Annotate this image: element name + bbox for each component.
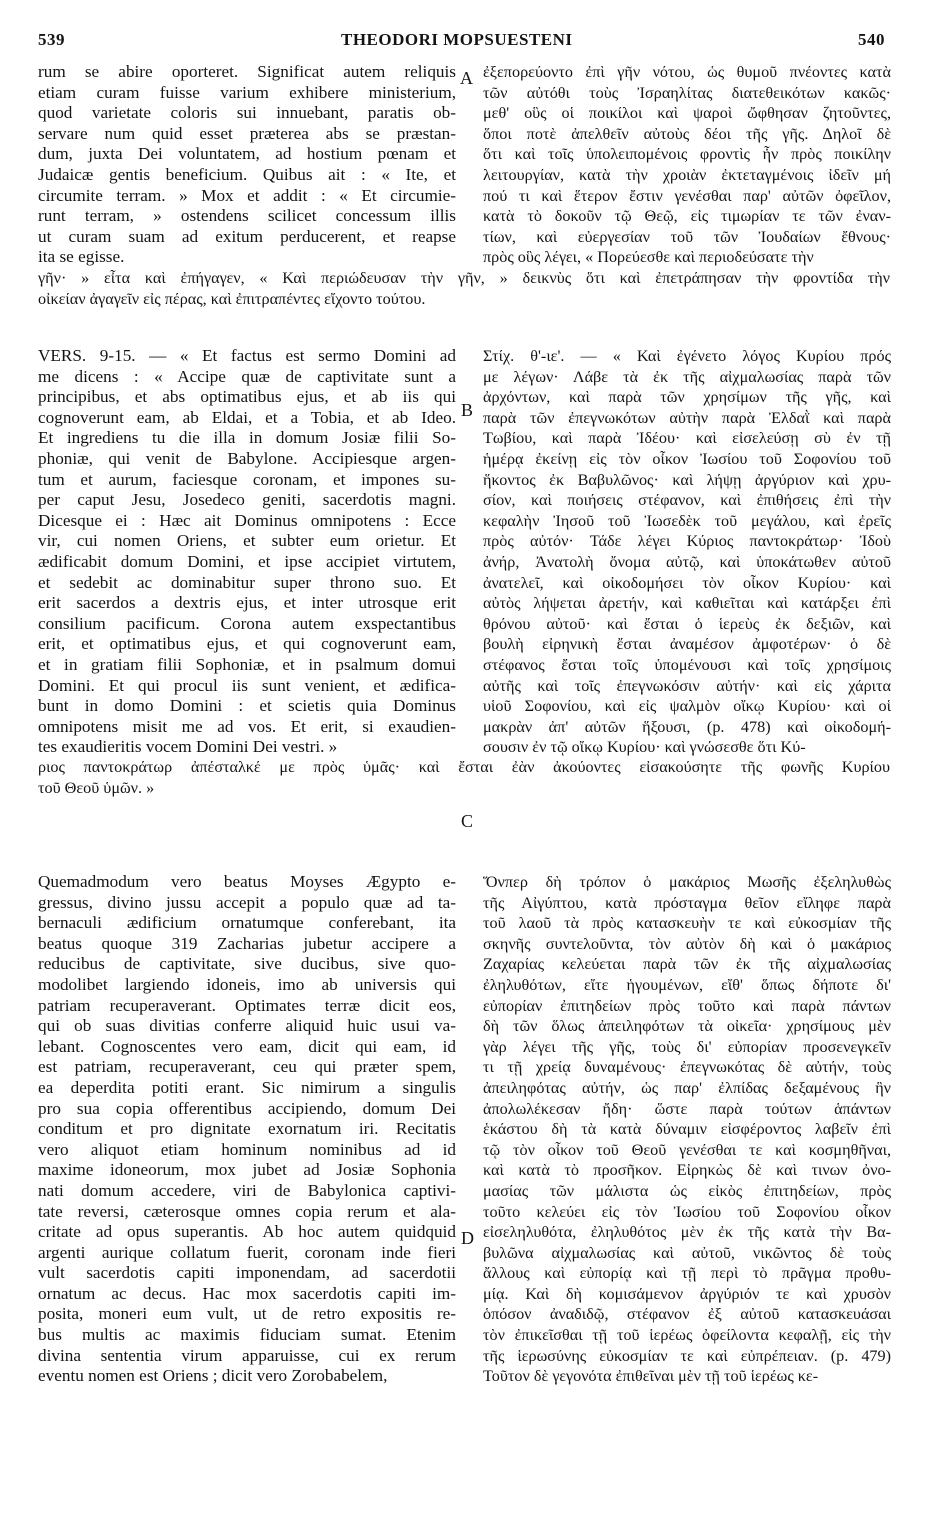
text-line: ὅτι καὶ τοῖς ὑπολειπομένοις φροντὶς ἦν πρὸς ποικίλην (483, 145, 891, 164)
text-line: υἱοῦ Σοφονίου, καὶ εἰς ψαλμὸν οἴκῳ Κυρίου· καὶ οἱ (483, 697, 891, 716)
text-line: tate reversi, cæterosque omnes copia rerum et ala- (38, 1201, 456, 1221)
margin-marker-b: B (461, 400, 474, 420)
text-line: Ὅνπερ δὴ τρόπον ὁ μακάριος Μωσῆς ἐξεληλυθὼς (483, 873, 891, 891)
text-line: me dicens : « Accipe quæ de captivitate sunt a (38, 366, 456, 386)
text-line: Judaicæ gentis beneficium. Quibus ait : « Ite, et (38, 164, 456, 184)
text-line: consilium pacificum. Corona autem exspectantibus (38, 613, 456, 633)
text-line: αὐτῆς καὶ τοῖς ἐπεγνωκόσιν αὐτήν· καὶ εἰς χάριτα (483, 676, 891, 695)
text-line: λειτουργίαν, κατὰ τὴν χροιὰν ἐκτεταγμένοις ἰδεῖν μή (483, 165, 891, 184)
text-line: Τωβίου, καὶ παρὰ Ἰδέου· καὶ εἰσελεύσῃ σὺ ἐν τῇ (483, 429, 891, 448)
text-line: μίᾳ. Καὶ δὴ κομισάμενον ἀργύριόν τε καὶ χρυσὸν (483, 1284, 891, 1303)
text-line: ἑκάστου δὴ τὰ κατὰ δύναμιν εἰσφέροντος λαβεῖν ἐπὶ (483, 1120, 891, 1139)
text-line: ita se egisse. (38, 247, 125, 267)
text-line: ædificabit domum Domini, et ipse accipiet virtutem, (38, 551, 456, 571)
text-line: μασίας τῶν μάλιστα ὡς εἰκὸς ἐπιτηδείων, πρὸς (483, 1181, 891, 1200)
text-line: ἐξεπορεύοντο ἐπὶ γῆν νότου, ὡς θυμοῦ πνέοντες κατὰ (483, 63, 891, 81)
text-line: vult sacerdotis capiti imponendam, ad sacerdotii (38, 1263, 456, 1283)
text-line: dum, juxta Dei voluntatem, ad hostium pœnam et (38, 144, 456, 164)
text-line: runt terram, » ostendens scilicet concessum illis (38, 206, 456, 226)
text-line: τι τῇ χρείᾳ δυναμένους· ἐπεγνωκότας δὲ αὐτήν, τοὺς (483, 1058, 891, 1077)
text-line: servare num quid esset præterea abs se præstan- (38, 123, 456, 143)
text-line: Dicesque ei : Hæc ait Dominus omnipotens : Ecce (38, 510, 456, 530)
text-line: critate ad opus superantis. Ab hoc autem quidquid (38, 1222, 456, 1242)
text-line: γῆν· » εἶτα καὶ ἐπήγαγεν, « Καὶ περιώδευσαν τὴν γῆν, » δεικνὺς ὅτι καὶ ἐπετράπησαν τὴν φροντίδα τὴν (38, 269, 890, 287)
text-line: eventu nomen est Oriens ; dicit vero Zorobabelem, (38, 1366, 388, 1386)
text-line: τοῦ Θεοῦ ὑμῶν. » (38, 778, 155, 797)
text-line: ἡμέρᾳ ἐκείνῃ εἰς τὸν οἶκον Ἰωσίου τοῦ Σοφονίου τοῦ (483, 449, 891, 468)
text-line: κατὰ τὸ δοκοῦν τῷ Θεῷ, εἰς τιμωρίαν τε τῶν ἐναν- (483, 207, 891, 226)
text-line: erit sacerdos a dextris ejus, et inter utrosque erit (38, 593, 456, 613)
text-line: σίον, καὶ ποιήσεις στέφανον, καὶ ἐπιθήσεις ἐπὶ τὴν (483, 491, 891, 510)
text-line: Domini. Et qui procul iis sunt venient, et ædifica- (38, 675, 456, 695)
margin-marker-c: C (461, 811, 474, 831)
text-line: tum et aurum, faciesque coronam, et impones su- (38, 469, 456, 489)
text-line: bernaculi ædificium ornatumque conferebant, ita (38, 913, 456, 933)
text-line: conditum et pro dignitate exornatum iri. Recitatis (38, 1119, 456, 1139)
text-line: ἀνατελεῖ, καὶ οἰκοδομήσει τὸν οἶκον Κυρίου· καὶ (483, 573, 891, 592)
text-line: τοῦτο κελεύει εἰς τὸν Ἰωσίου τοῦ Σοφονίου οἶκον (483, 1202, 891, 1221)
text-line: ὅποι ποτὲ ἀπελθεῖν αὐτοὺς δέοι τῆς γῆς. Δηλοῖ δὲ (483, 124, 891, 143)
greek-column-block-1 (483, 62, 891, 268)
text-line: Ζαχαρίας κελεύεται παρὰ τῶν ἐκ τῆς αἰχμαλωσίας (483, 955, 891, 974)
text-line: et in gratiam filii Sophoniæ, et in psalmum domui (38, 654, 456, 674)
text-line: θρόνου αὐτοῦ· καὶ ἔσται ὁ ἱερεὺς ἐκ δεξιῶν, καὶ (483, 614, 891, 633)
text-line: et sedebit ac dominabitur super throno suo. Et (38, 572, 456, 592)
text-line: ἀνήρ, Ἀνατολὴ ὄνομα αὐτῷ, καὶ ὑποκάτωθεν αὐτοῦ (483, 552, 891, 571)
text-line: εἰσεληλυθότα, ἐληλυθότος μὲν ἐκ τῆς κατὰ τὴν Βα- (483, 1223, 891, 1242)
text-line: τῆς ἱερωσύνης εὐκοσμίαν τε καὶ εὐπρέπειαν. (p. 479) (483, 1346, 891, 1365)
text-line: phoniæ, qui venit de Babylone. Accipiesque argen- (38, 448, 456, 468)
text-line: modolibet largiendo idoneis, imo ab universis qui (38, 974, 456, 994)
text-line: per caput Jesu, Josedeco geniti, sacerdotis magni. (38, 490, 456, 510)
text-line: est patriam, recuperaverant, ceu qui præter spem, (38, 1057, 456, 1077)
text-line: omnipotens misit me ad vos. Et erit, si exaudien- (38, 716, 456, 736)
text-line: εὐπορίαν ἐπιτηδείων πρὸς τοῦτο καὶ παρὰ πάντων (483, 996, 891, 1015)
text-line: tes exaudieritis vocem Domini Dei vestri. » (38, 737, 338, 757)
latin-column-block-2 (38, 346, 456, 758)
text-line: divina sententia virum apparuisse, cui ex rerum (38, 1345, 456, 1365)
text-line: beatus quoque 319 Zacharias jubetur accipere a (38, 933, 456, 953)
text-line: VERS. 9-15. — « Et factus est sermo Domini ad (38, 346, 456, 365)
text-line: cognoverunt eam, ab Eldai, et a Tobia, et ab Ideo. (38, 407, 456, 427)
text-line: κεφαλὴν Ἰησοῦ τοῦ Ἰωσεδὲκ τοῦ μεγάλου, καὶ ἐρεῖς (483, 511, 891, 530)
greek-column-block-3 (483, 872, 891, 1387)
text-line: σουσιν ἐν τῷ οἴκῳ Κυρίου· καὶ γνώσεσθε ὅτι Κύ- (483, 738, 806, 757)
text-line: γὰρ λέγει τῆς γῆς, τοὺς δι' εὐπορίαν προσενεγκεῖν (483, 1037, 891, 1056)
text-line: παρὰ τῶν ἐπεγνωκότων αὐτὴν παρὰ Ἐλδαῒ καὶ παρὰ (483, 408, 891, 427)
text-line: μεθ' οὓς οἱ ποικίλοι καὶ ψαροὶ ὤφθησαν ζητοῦντες, (483, 104, 891, 123)
text-line: σκηνῆς συντελοῦντα, τὸν αὐτὸν δὴ καὶ ὁ μακάριος (483, 934, 891, 953)
text-line: reducibus de captivitate, sive ducibus, sive quo- (38, 954, 456, 974)
text-line: bunt in domo Domini : et scietis quia Dominus (38, 696, 456, 716)
left-page-number: 539 (38, 30, 65, 49)
text-line: argenti aurique collatum fuerit, coronam inde fieri (38, 1242, 456, 1262)
text-line: ἀπειληφότας αὐτήν, ὡς παρ' ἐλπίδας δεξαμένους ἣν (483, 1078, 891, 1097)
text-line: Et ingrediens tu die illa in domum Josiæ filii So- (38, 428, 456, 448)
text-line: ἄλλους καὶ εὐπορίᾳ καὶ τῇ περὶ τὸ πρᾶγμα προθυ- (483, 1264, 891, 1283)
text-line: quod varietate coloris sui innuebant, paratis ob- (38, 103, 456, 123)
text-line: erit, et optimatibus ejus, et qui cognoverunt eam, (38, 634, 456, 654)
text-line: στέφανος ἔσται τοῖς ὑπομένουσι καὶ τοῖς χρησίμοις (483, 655, 891, 674)
right-page-number: 540 (858, 30, 885, 49)
text-line: etiam curam fuisse varium exhibere ministerium, (38, 82, 456, 102)
text-line: vero aliquot etiam hominum nominibus ad id (38, 1139, 456, 1159)
text-line: Στίχ. θ'-ιε'. — « Καὶ ἐγένετο λόγος Κυρίου πρός (483, 347, 891, 365)
text-line: βουλὴ εἰρηνικὴ ἔσται ἀναμέσον ἀμφοτέρων· ὁ δὲ (483, 635, 891, 654)
text-line: καὶ κατὰ τὸ προσῆκον. Εἰρηκὼς δὲ καὶ τινων ὀνο- (483, 1161, 891, 1180)
text-line: πρὸς οὓς λέγει, « Πορεύεσθε καὶ περιοδεύσατε τὴν (483, 248, 814, 267)
text-line: gressus, divino jussu accepit a populo quæ ad ta- (38, 892, 456, 912)
text-line: μακρὰν ἀπ' αὐτῶν ἥξουσι, (p. 478) καὶ οἰκοδομή- (483, 717, 891, 736)
text-line: bus multis ac maximis fiduciam sumat. Etenim (38, 1325, 456, 1345)
text-line: τῶν αὐτόθι τοὺς Ἰσραηλίτας διατεθεικότων κακῶς· (483, 83, 891, 102)
text-line: pro sua copia offerentibus accipiendo, domum Dei (38, 1098, 456, 1118)
text-line: principibus, et abs optimatibus ejus, et ab iis qui (38, 387, 456, 407)
latin-column-block-1 (38, 62, 456, 268)
text-line: δὴ τῶν ὅλως ἀπειληφότων τὰ οἰκεῖα· χρησίμους μὲν (483, 1017, 891, 1036)
text-line: οἰκείαν ἀγαγεῖν εἰς πέρας, καὶ ἐπιτραπέντες εἴχοντο τούτου. (38, 289, 426, 308)
text-line: ornatum ac decus. Hac mox sacerdotis capiti im- (38, 1283, 456, 1303)
text-line: πού τι καὶ ἕτερον ἔστιν γενέσθαι παρ' αὐτῶν ὀφεῖλον, (483, 186, 891, 205)
text-line: patriam recuperaverant. Optimates terræ dicit eos, (38, 995, 456, 1015)
running-title: THEODORI MOPSUESTENI (341, 30, 573, 49)
text-line: ὁπόσον ἀναδιδῷ, στέφανον ἐξ αὐτοῦ κατασκευάσαι (483, 1305, 891, 1324)
text-line: βυλῶνα αἰχμαλωσίας καὶ αὐτοῦ, νικῶντος δὲ τοὺς (483, 1243, 891, 1262)
text-line: ἀπολωλέκεσαν ἤδη· ὥστε παρὰ τούτων ἁπάντων (483, 1099, 891, 1118)
margin-marker-d: D (461, 1228, 474, 1248)
text-line: qui ob suas divitias conferre aliquid huic usui va- (38, 1016, 456, 1036)
text-line: ἀρχόντων, καὶ παρὰ τῶν χρησίμων τῆς γῆς, καὶ (483, 388, 891, 407)
margin-marker-a: A (460, 68, 473, 88)
greek-full-width-block-2 (38, 757, 890, 798)
text-line: vir, cui nomen Oriens, et subter eum orietur. Et (38, 531, 456, 551)
text-line: maxime idoneorum, mox jubet ad Josiæ Sophonia (38, 1160, 456, 1180)
greek-full-width-block-1 (38, 268, 890, 309)
greek-column-block-2 (483, 346, 891, 758)
text-line: τῷ τὸν οἶκον τοῦ Θεοῦ γενέσθαι τε καὶ κοσμηθῆναι, (483, 1140, 891, 1159)
text-line: ut curam suam ad exitum perducerent, et reapse (38, 226, 456, 246)
text-line: posita, moneri eum vult, ut de retro expositis re- (38, 1304, 456, 1324)
text-line: πρὸς αὐτόν· Τάδε λέγει Κύριος παντοκράτωρ· Ἰδοὺ (483, 532, 891, 551)
text-line: lebant. Cognoscentes vero eam, dicit qui eam, id (38, 1036, 456, 1056)
text-line: ea deperdita potiti erant. Sic nimirum a singulis (38, 1077, 456, 1097)
text-line: αὐτὸς λήψεται ἀρετήν, καὶ καθιεῖται καὶ κατάρξει ἐπὶ (483, 594, 891, 613)
text-line: τὸν ἐπικεῖσθαι τῇ τοῦ ἱερέως ὀφείλοντα κεφαλῇ, εἰς τὴν (483, 1326, 891, 1345)
text-line: ἐληλυθότων, εἴτε ἡγουμένων, εἴθ' ὅπως δήποτε δι' (483, 975, 891, 994)
text-line: Τοῦτον δὲ γεγονότα ἐπιθεῖναι μὲν τῇ τοῦ ἱερέως κε- (483, 1367, 819, 1386)
text-line: circumite terram. » Mox et addit : « Et circumie- (38, 185, 456, 205)
text-line: με λέγων· Λάβε τὰ ἐκ τῆς αἰχμαλωσίας παρὰ τῶν (483, 367, 891, 386)
text-line: rum se abire oporteret. Significat autem reliquis (38, 62, 456, 81)
text-line: ἥκοντος ἐκ Βαβυλῶνος· καὶ λήψῃ ἀργύριον καὶ χρυ- (483, 470, 891, 489)
text-line: τοῦ λαοῦ τὰ πρὸς κατασκευὴν τε καὶ εὐκοσμίαν τῆς (483, 914, 891, 933)
text-line: τίων, καὶ εὐεργεσίαν τοῦ τῶν Ἰουδαίων ἔθνους· (483, 227, 891, 246)
latin-column-block-3 (38, 872, 456, 1387)
text-line: nati domum accedere, viri de Babylonica captivi- (38, 1180, 456, 1200)
text-line: ριος παντοκράτωρ ἀπέσταλκέ με πρὸς ὑμᾶς· καὶ ἔσται ἐὰν ἀκούοντες εἰσακούσητε τῆς φωνῆς Κυρίου (38, 758, 890, 776)
text-line: Quemadmodum vero beatus Moyses Ægypto e- (38, 872, 456, 891)
text-line: τῆς Αἰγύπτου, κατὰ πρόσταγμα θεῖον εἴληφε παρὰ (483, 893, 891, 912)
